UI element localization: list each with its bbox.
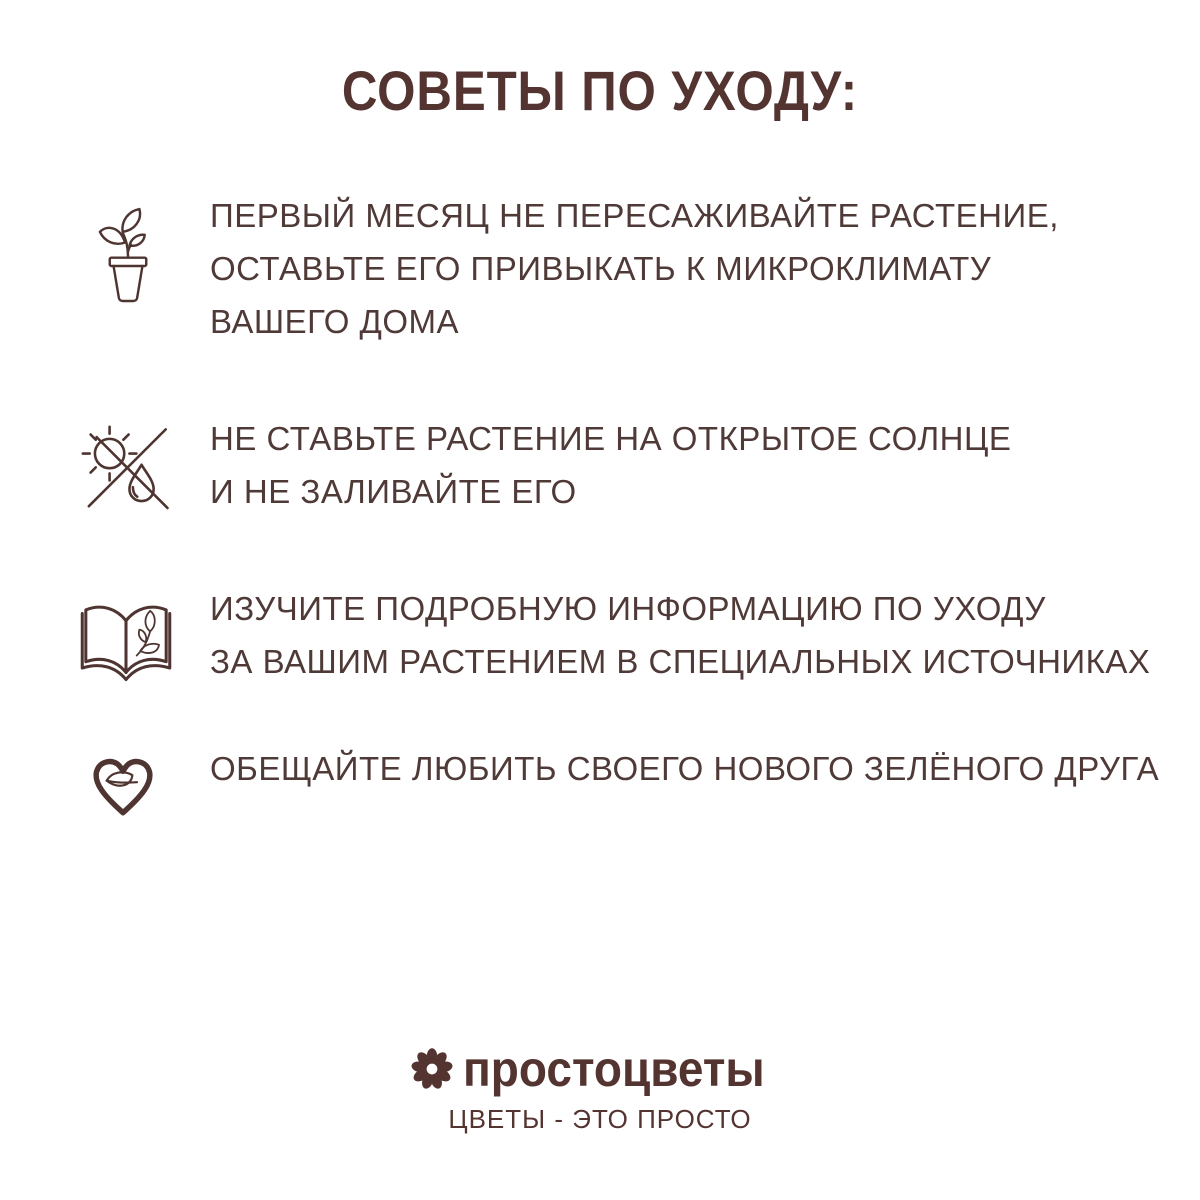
- tip-text-3: [210, 582, 1150, 688]
- page-title: СОВЕТЫ ПО УХОДУ:: [341, 59, 859, 122]
- tip-line: ВАШЕГО ДОМА: [210, 303, 460, 340]
- no-sun-no-overwater-icon: [76, 419, 176, 514]
- tip-text-1: [210, 189, 1059, 348]
- tip-line: И НЕ ЗАЛИВАЙТЕ ЕГО: [210, 473, 577, 510]
- tip-text-2: [210, 412, 1011, 518]
- footer-logo: [0, 1041, 1200, 1135]
- heart-leaf-icon: [84, 744, 162, 822]
- tip-line: ОБЕЩАЙТЕ ЛЮБИТЬ СВОЕГО НОВОГО ЗЕЛЁНОГО ДРУГА: [210, 750, 1160, 787]
- brand-name: простоцветы: [463, 1041, 765, 1097]
- tip-line: ОСТАВЬТЕ ЕГО ПРИВЫКАТЬ К МИКРОКЛИМАТУ: [210, 250, 992, 287]
- tip-text-4: [210, 742, 1159, 795]
- flower-icon: [409, 1046, 455, 1092]
- tip-line: НЕ СТАВЬТЕ РАСТЕНИЕ НА ОТКРЫТОЕ СОЛНЦЕ: [210, 420, 1012, 457]
- brand-row: [409, 1041, 791, 1097]
- potted-plant-icon: [90, 205, 166, 305]
- open-book-icon: [76, 598, 176, 688]
- tip-line: ЗА ВАШИМ РАСТЕНИЕМ В СПЕЦИАЛЬНЫХ ИСТОЧНИКАХ: [210, 643, 1151, 680]
- brand-tagline: ЦВЕТЫ - ЭТО ПРОСТО: [448, 1104, 752, 1134]
- tip-line: ИЗУЧИТЕ ПОДРОБНУЮ ИНФОРМАЦИЮ ПО УХОДУ: [210, 590, 1046, 627]
- tip-line: ПЕРВЫЙ МЕСЯЦ НЕ ПЕРЕСАЖИВАЙТЕ РАСТЕНИЕ,: [210, 197, 1059, 234]
